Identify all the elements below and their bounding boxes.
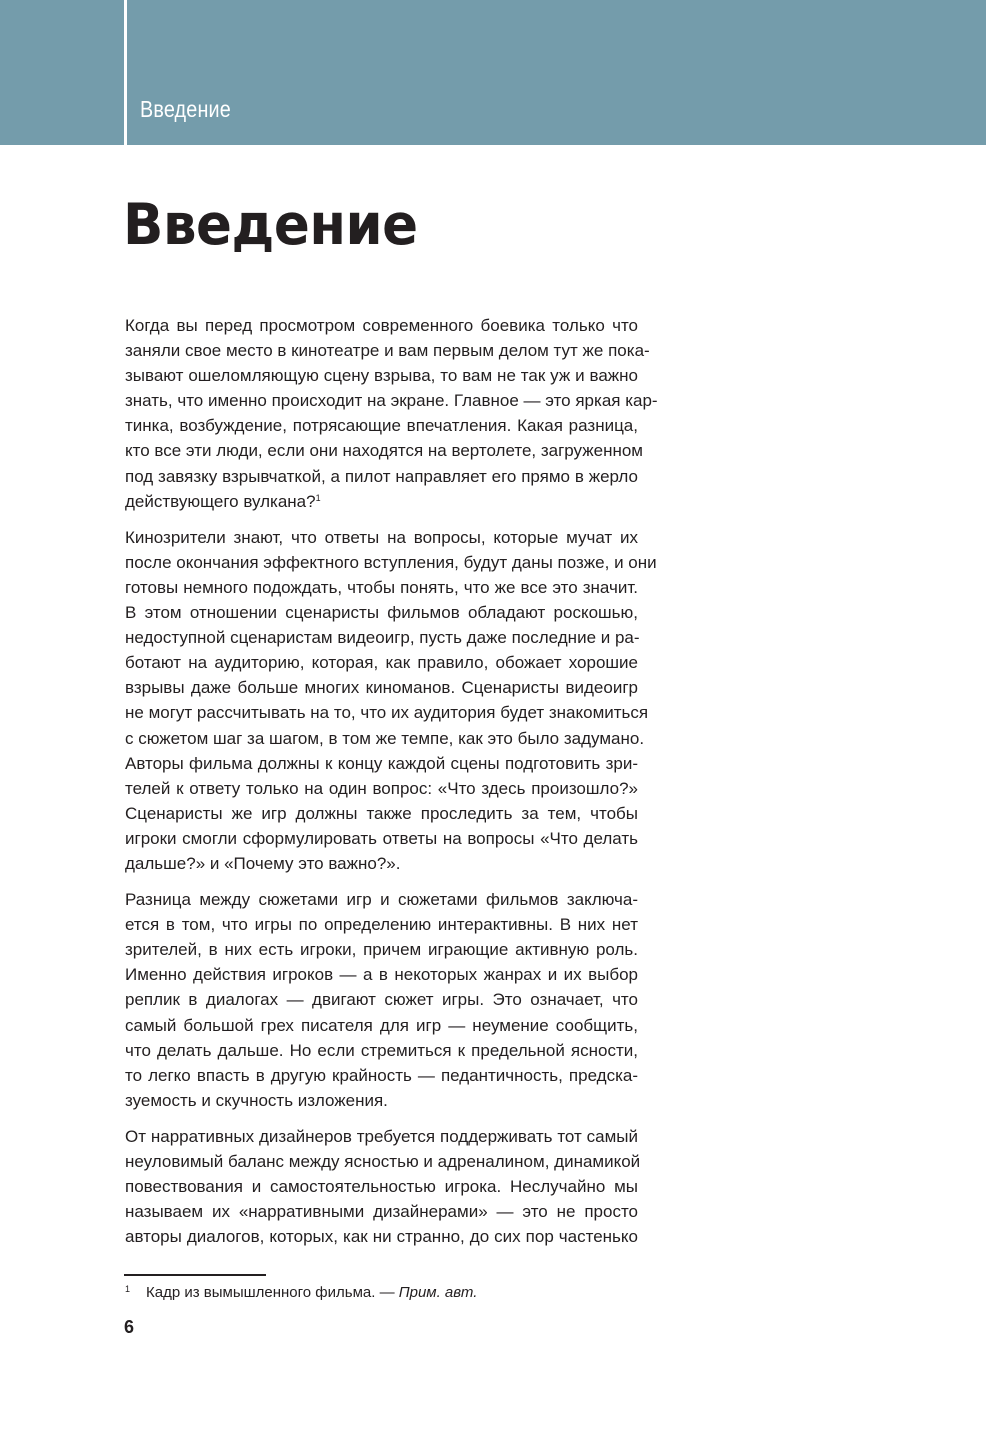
text-line: В этом отношении сценаристы фильмов обладают роскошью,	[125, 603, 638, 623]
text-line: заняли свое место в кинотеатре и вам первым делом тут же пока-	[125, 341, 650, 361]
text-line: телей к ответу только на один вопрос: «Что здесь произошло?»	[125, 778, 638, 798]
header-divider	[124, 0, 127, 145]
text-line: что делать дальше. Но если стремиться к предельной ясности,	[125, 1040, 638, 1060]
text-line: готовы немного подождать, чтобы понять, что же все это значит.	[125, 577, 638, 597]
header-band	[0, 0, 986, 145]
text-line: тинка, возбуждение, потрясающие впечатления. Какая разница,	[125, 416, 638, 436]
paragraph-1	[125, 313, 658, 514]
text-line: не могут рассчитывать на то, что их аудитория будет знакомиться	[125, 703, 649, 723]
text-line: неуловимый баланс между ясностью и адреналином, динамикой	[125, 1152, 641, 1171]
text-line: ботают на аудиторию, которая, как правило, обожает хорошие	[125, 653, 638, 673]
page-number: 6	[124, 1317, 135, 1337]
paragraph-3	[125, 887, 638, 1113]
text-line: Сценаристы же игр должны также проследить за тем, чтобы	[125, 803, 638, 823]
running-title: Введение	[140, 96, 231, 122]
footnote-divider	[124, 1274, 266, 1276]
text-line: недоступной сценаристам видеоигр, пусть даже последние и ра-	[125, 628, 640, 648]
text-line: зывают ошеломляющую сцену взрыва, то вам не так уж и важно	[125, 366, 638, 386]
text-line: дальше?» и «Почему это важно?».	[125, 853, 401, 873]
footnote-reference[interactable]: 1	[315, 492, 321, 503]
paragraph-4	[125, 1124, 641, 1249]
chapter-title: Введение	[123, 192, 418, 258]
text-line: Разница между сюжетами игр и сюжетами фильмов заключа-	[125, 890, 638, 910]
paragraph-2	[125, 525, 657, 876]
text-line: ется в том, что игры по определению интерактивны. В них нет	[125, 915, 638, 935]
text-line: реплик в диалогах — двигают сюжет игры. Это означает, что	[125, 990, 638, 1010]
text-line: Когда вы перед просмотром современного боевика только что	[125, 316, 638, 335]
text-line: с сюжетом шаг за шагом, в том же темпе, как это было задумано.	[125, 728, 645, 748]
text-line: повествования и самостоятельностью игрока. Неслучайно мы	[125, 1177, 638, 1197]
footnote-number: 1	[125, 1284, 131, 1294]
footnote-body: Кадр из вымышленного фильма. —	[146, 1284, 399, 1301]
text-line: взрывы даже больше многих киноманов. Сценаристы видеоигр	[125, 678, 638, 698]
body-text	[125, 313, 658, 1260]
text-line	[125, 489, 638, 514]
text-line: под завязку взрывчаткой, а пилот направляет его прямо в жерло	[125, 466, 638, 486]
text-line: игроки смогли сформулировать ответы на вопросы «Что делать	[125, 828, 638, 848]
text-line: зуемость и скучность изложения.	[125, 1090, 388, 1110]
text-line: От нарративных дизайнеров требуется поддерживать тот самый	[125, 1126, 638, 1146]
text-line-content: действующего вулкана?	[125, 491, 316, 511]
text-line: Кинозрители знают, что ответы на вопросы, которые мучат их	[125, 527, 638, 547]
footnote-text	[146, 1284, 477, 1301]
text-line: то легко впасть в другую крайность — педантичность, предска-	[125, 1065, 638, 1085]
text-line: после окончания эффектного вступления, будут даны позже, и они	[125, 552, 657, 572]
text-line: называем их «нарративными дизайнерами» — это не просто	[125, 1202, 638, 1222]
text-line: знать, что именно происходит на экране. Главное — это яркая кар-	[125, 391, 658, 411]
text-line: зрителей, в них есть игроки, причем играющие активную роль.	[125, 940, 638, 960]
text-line: Именно действия игроков — а в некоторых жанрах и их выбор	[125, 965, 638, 985]
text-line: кто все эти люди, если они находятся на вертолете, загруженном	[125, 441, 643, 461]
footnote-note: Прим. авт.	[398, 1284, 478, 1301]
text-line: самый большой грех писателя для игр — неумение сообщить,	[125, 1015, 638, 1035]
text-line: Авторы фильма должны к концу каждой сцены подготовить зри-	[125, 753, 638, 773]
text-line: авторы диалогов, которых, как ни странно, до сих пор частенько	[125, 1227, 638, 1247]
